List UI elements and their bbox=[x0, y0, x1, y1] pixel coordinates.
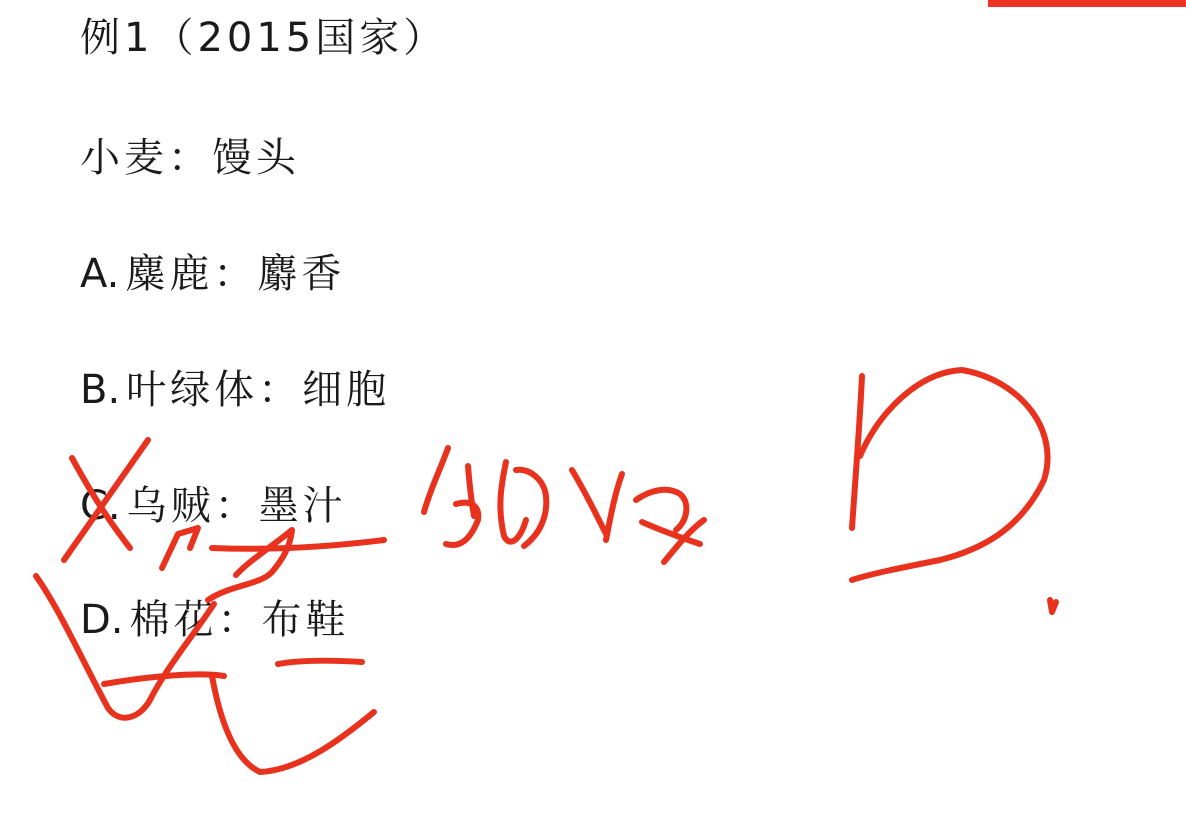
option-b-text: 叶绿体：细胞 bbox=[126, 367, 391, 413]
ink-word-5 bbox=[516, 470, 546, 546]
question-stem: 小麦：馒头 bbox=[80, 135, 300, 181]
ink-word-9 bbox=[642, 522, 700, 544]
option-d bbox=[80, 596, 350, 644]
ink-word-2 bbox=[468, 466, 474, 516]
ink-letter-d-bowl bbox=[852, 370, 1048, 580]
top-red-bar bbox=[988, 0, 1186, 7]
ink-underline-c bbox=[212, 540, 384, 549]
option-c-letter: C. bbox=[80, 483, 121, 529]
option-a-letter: A. bbox=[80, 251, 120, 297]
option-a bbox=[80, 250, 345, 298]
ink-word-8 bbox=[636, 490, 686, 530]
ink-underline-d bbox=[104, 674, 224, 684]
question-title: 例1（2015国家） bbox=[80, 15, 448, 61]
ink-word-10 bbox=[664, 520, 704, 562]
option-d-text: 棉花：布鞋 bbox=[129, 597, 350, 643]
ink-caret bbox=[162, 528, 198, 568]
ink-letter-d-stem bbox=[852, 376, 862, 528]
ink-underline-d-2 bbox=[278, 661, 362, 664]
option-c bbox=[80, 482, 347, 530]
ink-word-7 bbox=[606, 474, 622, 540]
option-b-letter: B. bbox=[80, 367, 121, 413]
option-d-letter: D. bbox=[80, 597, 124, 643]
ink-dot bbox=[1050, 600, 1056, 612]
ink-word-3 bbox=[446, 503, 478, 545]
option-b bbox=[80, 366, 390, 414]
ink-word-1 bbox=[424, 448, 448, 512]
ink-word-4 bbox=[500, 462, 526, 542]
ink-loop-c bbox=[208, 530, 292, 600]
option-c-text: 乌贼：墨汁 bbox=[126, 483, 347, 529]
ink-big-stroke-bottom bbox=[212, 676, 374, 772]
ink-word-6 bbox=[572, 470, 606, 534]
option-a-text: 麋鹿：麝香 bbox=[125, 251, 346, 297]
